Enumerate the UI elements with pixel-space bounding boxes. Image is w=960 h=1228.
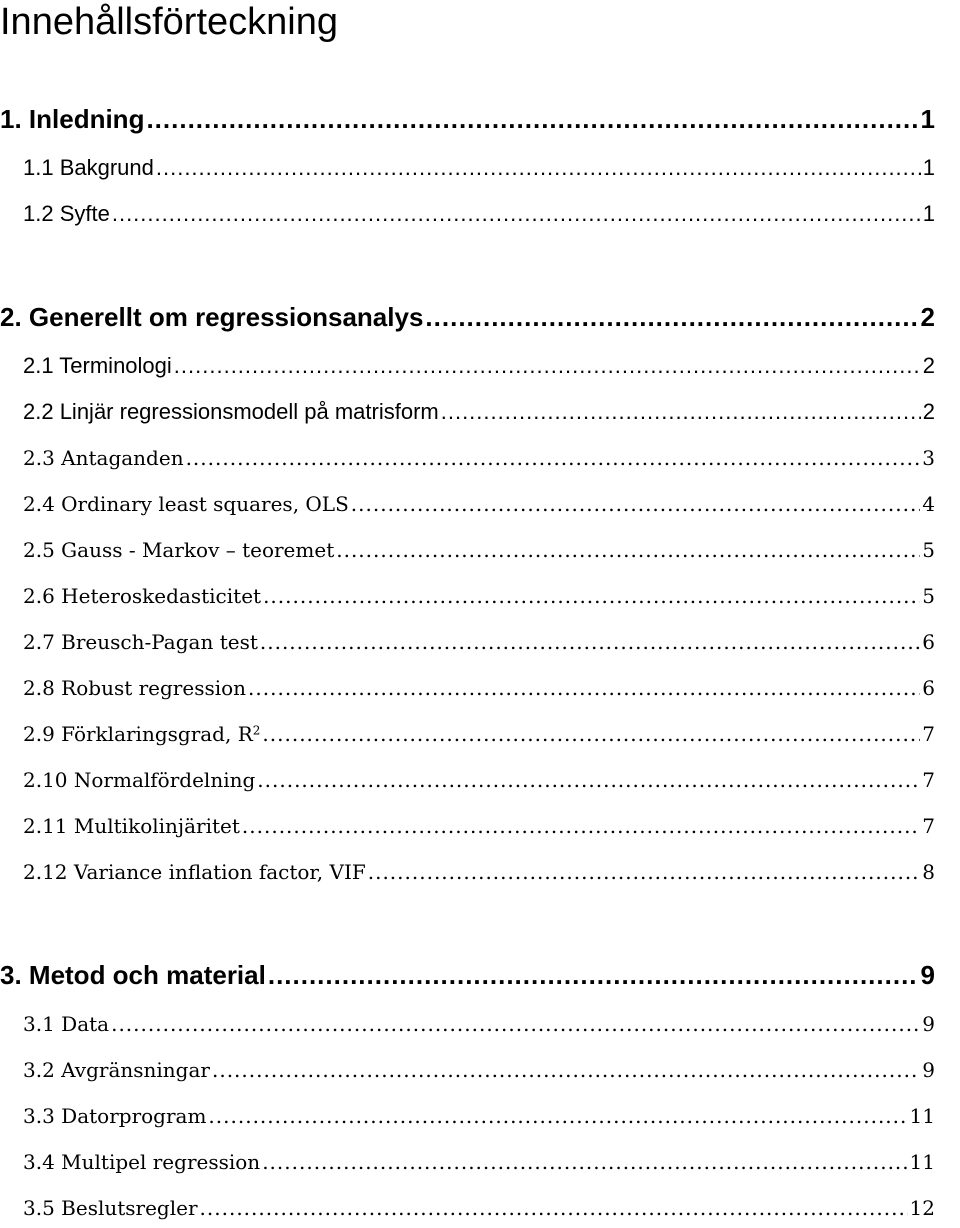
toc-page-number: 1	[922, 155, 935, 180]
dot-leader	[257, 767, 920, 793]
dot-leader	[156, 155, 921, 181]
toc-entry-2-8[interactable]	[23, 675, 935, 701]
dot-leader	[260, 629, 920, 655]
toc-label: 3.2 Avgränsningar	[23, 1058, 210, 1082]
toc-label: 2.1 Terminologi	[23, 353, 172, 378]
toc-page-number: 2	[922, 353, 935, 378]
toc-label: 2.5 Gauss - Markov – teoremet	[23, 538, 335, 562]
toc-label: 1.2 Syfte	[23, 201, 110, 226]
toc-label: 1. Inledning	[0, 104, 145, 134]
dot-leader	[174, 353, 921, 379]
toc-page-number: 7	[922, 814, 935, 838]
toc-entry-2-9[interactable]	[23, 721, 935, 747]
toc-entry-1[interactable]	[0, 104, 935, 134]
toc-label: 2.10 Normalfördelning	[23, 768, 256, 792]
toc-entry-2-11[interactable]	[23, 813, 935, 839]
dot-leader	[263, 583, 920, 609]
dot-leader	[200, 1195, 908, 1221]
dot-leader	[441, 399, 921, 425]
toc-label: 3.4 Multipel regression	[23, 1150, 261, 1174]
dot-leader	[242, 813, 920, 839]
toc-entry-1-1[interactable]	[23, 155, 935, 181]
dot-leader	[186, 445, 921, 471]
toc-entry-3-1[interactable]	[23, 1011, 935, 1037]
toc-page-number: 6	[922, 630, 935, 654]
toc-entry-2-6[interactable]	[23, 583, 935, 609]
toc-label: 3.1 Data	[23, 1012, 110, 1036]
toc-label: 1.1 Bakgrund	[23, 155, 154, 180]
dot-leader	[268, 960, 919, 990]
toc-label: 3.3 Datorprogram	[23, 1104, 207, 1128]
toc-label: 2. Generellt om regressionsanalys	[0, 302, 424, 332]
toc-page-number: 9	[922, 1058, 935, 1082]
dot-leader	[111, 1011, 920, 1037]
toc-page-number: 9	[920, 960, 935, 990]
toc-label: 2.11 Multikolinjäritet	[23, 814, 240, 838]
toc-label: 2.6 Heteroskedasticitet	[23, 584, 262, 608]
toc-page-number: 11	[909, 1104, 935, 1128]
dot-leader	[425, 302, 918, 332]
dot-leader	[112, 201, 921, 227]
toc-label: 2.9 Förklaringsgrad, $R^2$	[23, 722, 261, 746]
toc-label: 2.8 Robust regression	[23, 676, 247, 700]
toc-page-number: 7	[922, 768, 935, 792]
dot-leader	[208, 1103, 907, 1129]
toc-page-number: 7	[922, 722, 935, 746]
toc-page-number: 1	[922, 201, 935, 226]
dot-leader	[368, 859, 921, 885]
toc-entry-2-2[interactable]	[23, 399, 935, 425]
toc-entry-3-3[interactable]	[23, 1103, 935, 1129]
toc-page-number: 5	[922, 584, 935, 608]
toc-entry-2-3[interactable]	[23, 445, 935, 471]
toc-page-number: 5	[922, 538, 935, 562]
superscript-2: 2	[252, 723, 261, 738]
toc-entry-2-10[interactable]	[23, 767, 935, 793]
toc-page-number: 12	[909, 1196, 935, 1220]
toc-entry-1-2[interactable]	[23, 201, 935, 227]
toc-entry-3-5[interactable]	[23, 1195, 935, 1221]
toc-page-number: 11	[909, 1150, 935, 1174]
toc-label: 2.4 Ordinary least squares, OLS	[23, 492, 349, 516]
toc-entry-3[interactable]	[0, 960, 935, 990]
toc-page-number: 6	[922, 676, 935, 700]
dot-leader	[248, 675, 920, 701]
toc-label: 2.7 Breusch-Pagan test	[23, 630, 258, 654]
toc-entry-3-4[interactable]	[23, 1149, 935, 1175]
toc-label: 3. Metod och material	[0, 960, 266, 990]
toc-label: 2.12 Variance inflation factor, VIF	[23, 860, 366, 884]
toc-page-number: 3	[922, 446, 935, 470]
dot-leader	[262, 1149, 907, 1175]
toc-page-number: 8	[922, 860, 935, 884]
dot-leader	[262, 721, 920, 747]
toc-page-number: 1	[920, 104, 935, 134]
dot-leader	[351, 491, 920, 517]
dot-leader	[212, 1057, 920, 1083]
toc-page-number: 2	[922, 399, 935, 424]
toc-entry-2-1[interactable]	[23, 353, 935, 379]
toc-entry-2-5[interactable]	[23, 537, 935, 563]
toc-entry-3-2[interactable]	[23, 1057, 935, 1083]
toc-label: 3.5 Beslutsregler	[23, 1196, 198, 1220]
toc-label: 2.3 Antaganden	[23, 446, 184, 470]
toc-page-number: 9	[922, 1012, 935, 1036]
toc-page-number: 2	[920, 302, 935, 332]
toc-entry-2-7[interactable]	[23, 629, 935, 655]
dot-leader	[336, 537, 920, 563]
toc-page-number: 4	[922, 492, 935, 516]
dot-leader	[146, 104, 918, 134]
toc-entry-2[interactable]	[0, 302, 935, 332]
toc-label: 2.2 Linjär regressionsmodell på matrisform	[23, 399, 439, 424]
toc-entry-2-4[interactable]	[23, 491, 935, 517]
toc-entry-2-12[interactable]	[23, 859, 935, 885]
page-title: Innehållsförteckning	[0, 1, 338, 43]
